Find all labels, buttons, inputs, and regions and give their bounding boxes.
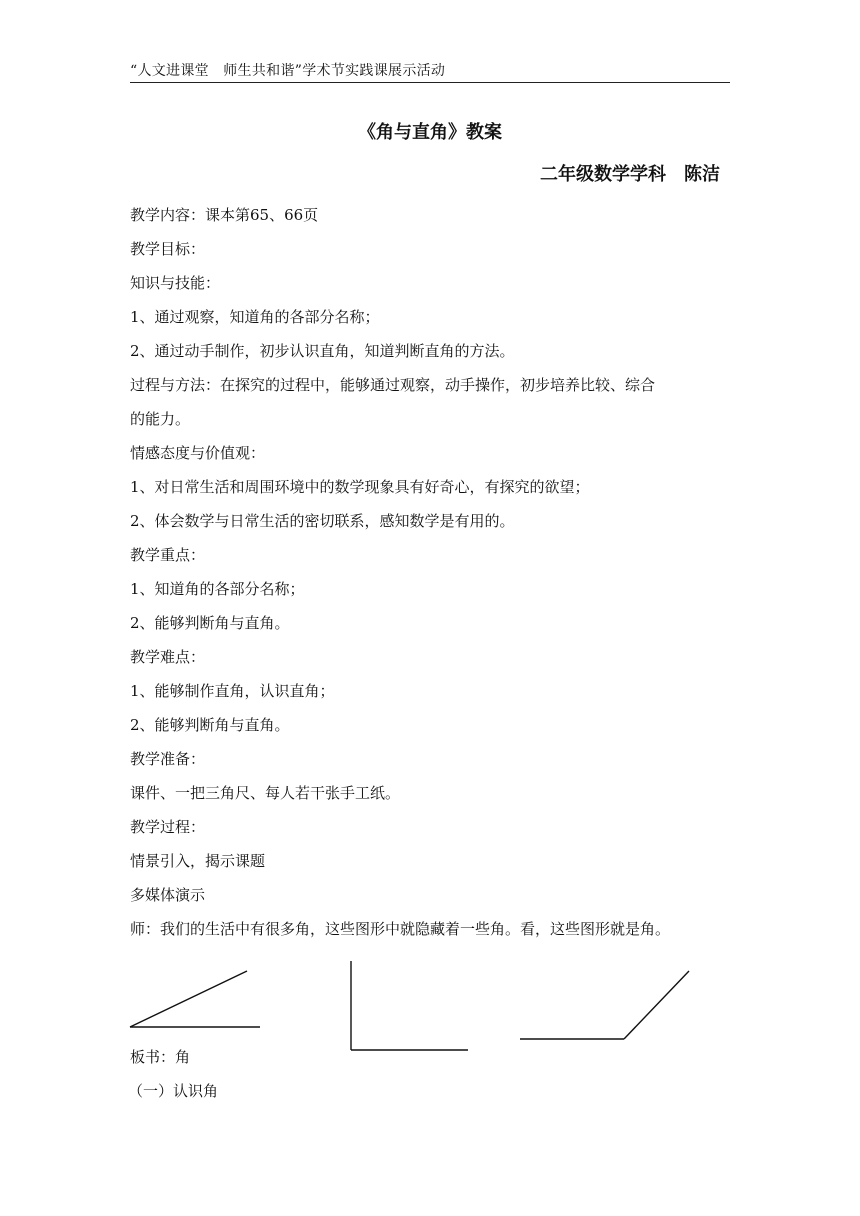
attitude-heading: 情感态度与价值观： [130, 444, 266, 462]
section-recognize-angle: （一）认识角 [128, 1082, 219, 1100]
difficulty-1: 1、能够制作直角，认识直角； [130, 682, 335, 700]
document-title: 《角与直角》教案 [358, 122, 502, 143]
acute-angle-figure [130, 971, 260, 1027]
process-method-line-1: 过程与方法：在探究的过程中，能够通过观察，动手操作，初步培养比较、综合 [130, 376, 656, 394]
attitude-item-2: 2、体会数学与日常生活的密切联系，感知数学是有用的。 [130, 512, 515, 530]
right-angle-figure [351, 961, 468, 1050]
author-line: 二年级数学学科 陈洁 [540, 164, 720, 185]
multimedia-demo: 多媒体演示 [130, 886, 206, 904]
process-heading: 教学过程： [130, 818, 206, 836]
teacher-speech: 师：我们的生活中有很多角，这些图形中就隐藏着一些角。看，这些图形就是角。 [130, 920, 671, 938]
key-point-2: 2、能够判断角与直角。 [130, 614, 290, 632]
process-method-line-2: 的能力。 [130, 410, 191, 428]
after-figures-text [130, 1040, 218, 1108]
knowledge-item-1: 1、通过观察，知道角的各部分名称； [130, 308, 380, 326]
knowledge-skills-heading: 知识与技能： [130, 274, 221, 292]
difficulty-2: 2、能够判断角与直角。 [130, 716, 290, 734]
intro-step: 情景引入，揭示课题 [130, 852, 266, 870]
key-points-heading: 教学重点： [130, 546, 206, 564]
page-header: “人文进课堂 师生共和谐”学术节实践课展示活动 [130, 60, 730, 83]
preparation-items: 课件、一把三角尺、每人若干张手工纸。 [130, 784, 401, 802]
knowledge-item-2: 2、通过动手制作，初步认识直角，知道判断直角的方法。 [130, 342, 515, 360]
attitude-item-1: 1、对日常生活和周围环境中的数学现象具有好奇心，有探究的欲望； [130, 478, 590, 496]
obtuse-angle-figure [520, 971, 689, 1039]
key-point-1: 1、知道角的各部分名称； [130, 580, 305, 598]
teaching-content: 教学内容：课本第65、66页 [130, 206, 319, 224]
board-writing: 板书：角 [130, 1048, 191, 1066]
difficulties-heading: 教学难点： [130, 648, 206, 666]
document-body [130, 198, 736, 946]
teaching-goals-heading: 教学目标： [130, 240, 206, 258]
preparation-heading: 教学准备： [130, 750, 206, 768]
